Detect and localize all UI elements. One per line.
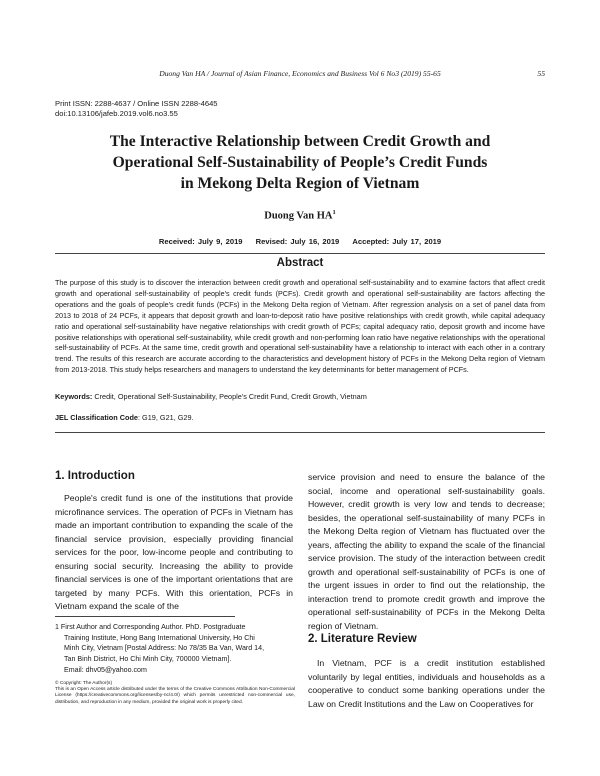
- abstract-top-rule: [55, 253, 545, 254]
- jel-label: JEL Classification Code: [55, 413, 138, 422]
- literature-text: [308, 657, 545, 711]
- received-date: Received: July 9, 2019: [158, 237, 243, 246]
- keywords: [55, 392, 545, 402]
- author-name: Duong Van HA: [264, 210, 333, 222]
- section-heading-literature-review: 2. Literature Review: [308, 633, 417, 645]
- page-number: 55: [537, 69, 545, 78]
- abstract-text: The purpose of this study is to discover the interaction between credit growth and operational self-sustainability and to examine factors that affect credit growth and operational self-sustainability of people's credit funds (PCFs). Credit growth and operational self-sustainability are factors affecting the operations and the goals of people's credit funds (PCFs) in the Mekong Delta region of Vietnam. After regression analysis on a set of panel data from 2013 to 2018 of 24 PCFs, it appears that deposit growth and loan-to-deposit ratio have positive relationships with credit growth, while capital adequacy ratio and operational self-sustainability have negative relationships with credit growth of PCFs; capital adequacy ratio, deposit growth and income have positive relationships with operational self-sustainability, while credit growth and non-performing loan ratio have negative relationships with the operational self-sustainability of PCFs. At the same time, credit growth and operational self-sustainability have a relationship to interact with each other in a contrary trend. The results of this research are accurate according to the characteristics and development history of PCFs in the Mekong Delta region of Vietnam from 2013-2018. This study helps researchers and managers to understand the key determinants for better management of PCFs.: [55, 278, 545, 375]
- left-column-text: [55, 492, 293, 614]
- running-header: Duong Van HA / Journal of Asian Finance, Economics and Business Vol 6 No3 (2019) 55-65: [159, 69, 441, 78]
- footnote: [55, 622, 290, 676]
- footnote-line: Tan Binh District, Ho Chi Minh City, 700000 Vietnam].: [64, 655, 232, 664]
- paper-title: [55, 131, 545, 194]
- abstract-heading: Abstract: [276, 257, 324, 269]
- footnote-line: 1 First Author and Corresponding Author. PhD. Postgraduate: [55, 623, 246, 631]
- title-line: The Interactive Relationship between Credit Growth and: [109, 133, 491, 150]
- paragraph: service provision and need to ensure the balance of the social, income and operational self-sustainability goals. However, credit growth is very low and tends to decrease; besides, the operational self-sustainability of many PCFs in the Mekong Delta region of Vietnam has fluctuated over the years, affecting the ability to expand the scale of the financial service provision. The study of the interaction between credit growth and operational self-sustainability of PCFs is one of the urgent issues in order to find out the relationship, the interaction trend to promote credit growth and improve the operational self-sustainability of PCFs in the Mekong Delta region of Vietnam.: [308, 472, 545, 632]
- footnote-rule: [55, 616, 235, 617]
- issn-block: [55, 99, 218, 119]
- title-line: Operational Self-Sustainability of People’s Credit Funds: [112, 154, 488, 171]
- footnote-line: Minh City, Vietnam [Postal Address: No 78/35 Ba Van, Ward 14,: [64, 644, 265, 653]
- license-notice: [55, 681, 295, 706]
- article-dates: [0, 237, 600, 246]
- footnote-email: Email: dhv05@yahoo.com: [64, 665, 147, 674]
- section-heading-introduction: 1. Introduction: [55, 470, 135, 482]
- title-line: in Mekong Delta Region of Vietnam: [180, 175, 420, 192]
- accepted-date: Accepted: July 17, 2019: [352, 237, 442, 246]
- jel-classification: [55, 413, 545, 423]
- footnote-line: Training Institute, Hong Bang International University, Ho Chi: [64, 633, 255, 642]
- paragraph: People's credit fund is one of the institutions that provide microfinance services. The operation of PCFs in Vietnam has made an important contribution to expanding the scale of the financial service provision, especially providing financial services for the poor, low-income people and contributing to ensuring social security. Increasing the ability to provide financial services is one of the important orientations that are targeted by many PCFs. With this orientation, PCFs in Vietnam expand the scale of the: [55, 493, 293, 612]
- author-line: [0, 209, 600, 222]
- revised-date: Revised: July 16, 2019: [255, 237, 340, 246]
- issn-line: Print ISSN: 2288-4637 / Online ISSN 2288-4645: [55, 99, 218, 108]
- keywords-label: Keywords:: [55, 392, 93, 401]
- right-column-text: [308, 471, 545, 634]
- paragraph: In Vietnam, PCF is a credit institution established voluntarily by legal entities, individuals and households as a cooperative to conduct some banking operations under the Law on Credit Institutions and the Law on Cooperatives for: [308, 658, 545, 709]
- author-footnote-mark: 1: [332, 209, 336, 216]
- jel-codes: : G19, G21, G29.: [138, 413, 194, 422]
- abstract-bottom-rule: [55, 432, 545, 433]
- keywords-text: Credit, Operational Self-Sustainability, People's Credit Fund, Credit Growth, Vietnam: [92, 392, 367, 401]
- doi-line: doi:10.13106/jafeb.2019.vol6.no3.55: [55, 109, 178, 118]
- copyright-line: © Copyright: The Author(s): [55, 681, 113, 686]
- license-text: This is an Open Access article distributed under the terms of the Creative Commons Attribution Non-Commercial License (https://creativecommons.org/licenses/by-nc/4.0/) which permits unrestricted non-commercial use, distribution, and reproduction in any medium, provided the original work is properly cited.: [55, 687, 295, 705]
